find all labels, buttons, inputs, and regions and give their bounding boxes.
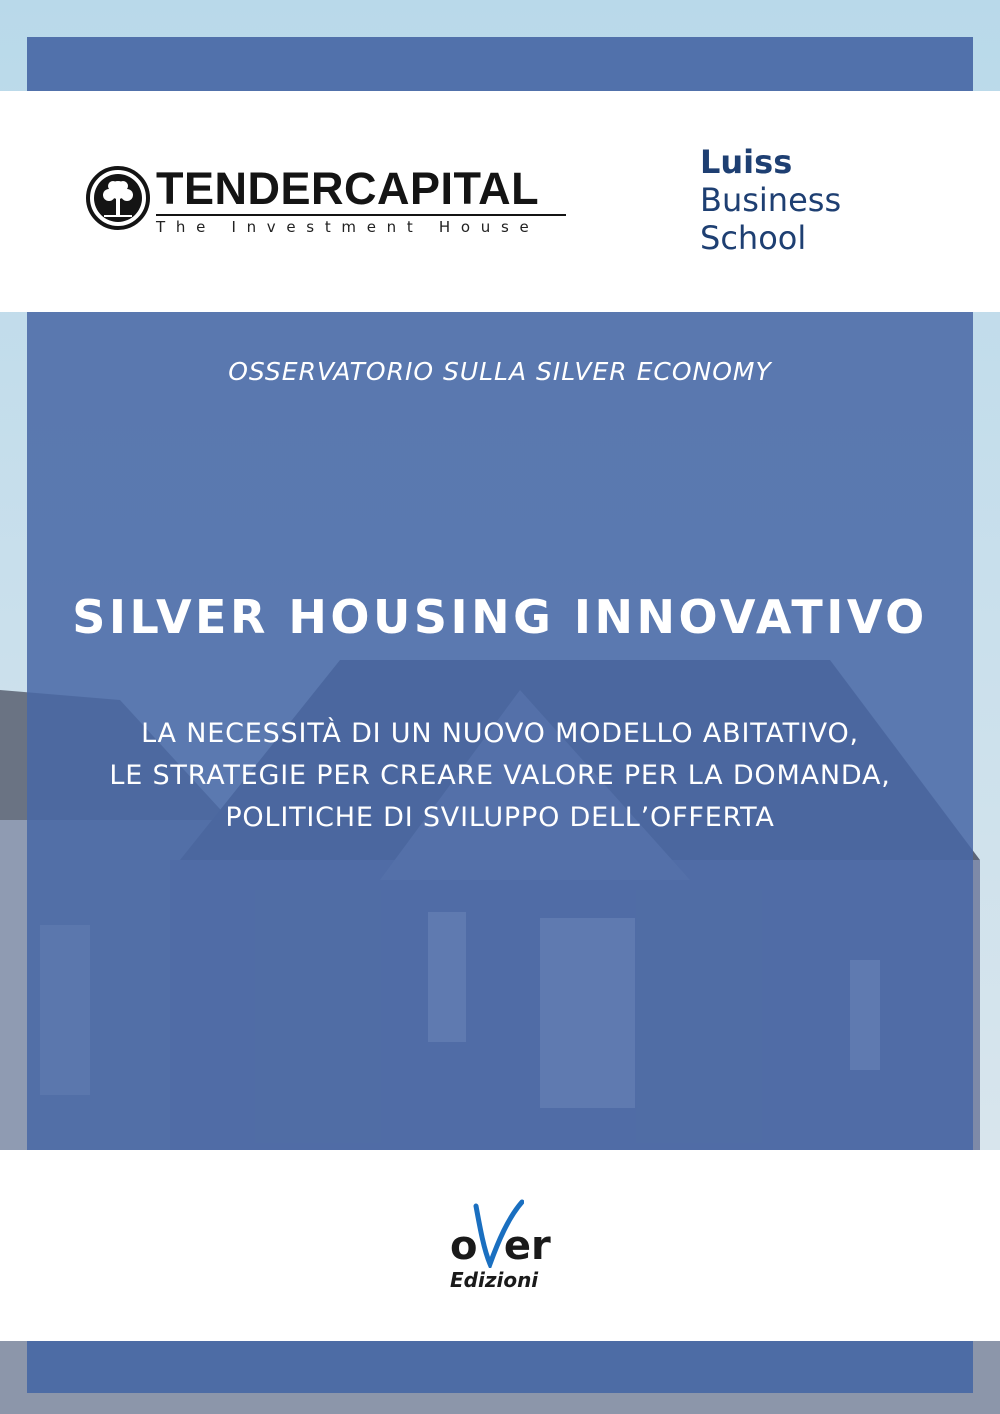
tendercapital-divider xyxy=(156,214,566,216)
book-title: SILVER HOUSING INNOVATIVO xyxy=(72,590,928,644)
luiss-business-school-logo xyxy=(700,143,841,257)
book-subtitle xyxy=(0,713,1000,839)
subtitle-line: LE STRATEGIE PER CREARE VALORE PER LA DOMANDA, xyxy=(109,760,891,791)
tree-icon xyxy=(86,166,150,230)
tendercapital-name: TENDERCAPITAL xyxy=(156,163,540,214)
luiss-wordmark: Luiss xyxy=(700,143,793,181)
luiss-business: Business xyxy=(700,181,842,219)
subtitle-line: LA NECESSITÀ DI UN NUOVO MODELLO ABITATIVO, xyxy=(141,718,859,749)
luiss-school: School xyxy=(700,219,807,257)
bottom-blue-band xyxy=(27,1341,973,1393)
top-blue-band xyxy=(27,37,973,91)
over-edizioni-logo xyxy=(440,1198,560,1298)
series-title: OSSERVATORIO SULLA SILVER ECONOMY xyxy=(228,357,772,386)
subtitle-line: POLITICHE DI SVILUPPO DELL’OFFERTA xyxy=(225,802,775,833)
over-o: o xyxy=(450,1223,478,1269)
over-er: er xyxy=(503,1223,551,1269)
edizioni-label: Edizioni xyxy=(450,1268,539,1292)
tendercapital-logo xyxy=(86,164,576,240)
over-wordmark xyxy=(450,1224,551,1270)
tendercapital-tagline: The Investment House xyxy=(156,218,540,236)
over-v xyxy=(477,1228,503,1268)
